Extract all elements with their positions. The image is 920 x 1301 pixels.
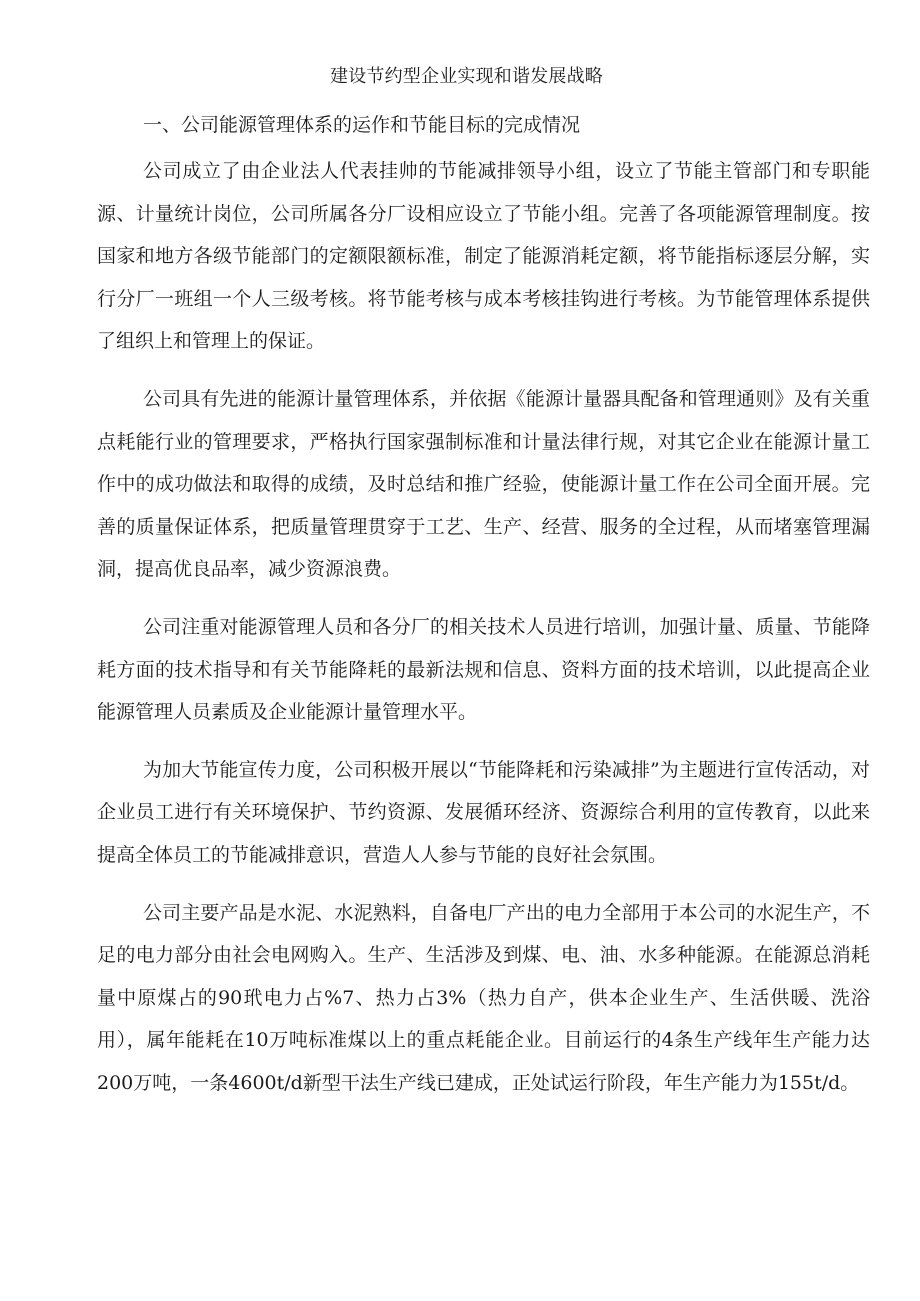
- paragraph-products-energy: 公司主要产品是水泥、水泥熟料，自备电厂产出的电力全部用于本公司的水泥生产，不足的电力部分由社会电网购入。生产、生活涉及到煤、电、油、水多种能源。在能源总消耗量中原煤占的90玳电力占%7、热力占3%（热力自产，供本企业生产、生活供暖、洗浴用），属年能耗在10万吨标准煤以上的重点耗能企业。目前运行的4条生产线年生产能力达200万吨，一条4600t∕d新型干法生产线已建成，正处试运行阶段，年生产能力为155t/d。: [97, 901, 870, 1094]
- document-title: 建设节约型企业实现和谐发展战略: [330, 66, 603, 87]
- paragraph-staff-training: 公司注重对能源管理人员和各分厂的相关技术人员进行培训，加强计量、质量、节能降耗方面的技术指导和有关节能降耗的最新法规和信息、资料方面的技术培训，以此提高企业能源管理人员素质及企业能源计量管理水平。: [97, 615, 870, 724]
- paragraph-energy-metering: 公司具有先进的能源计量管理体系，并依据《能源计量器具配备和管理通则》及有关重点耗能行业的管理要求，严格执行国家强制标准和计量法律行规，对其它企业在能源计量工作中的成功做法和取得的成绩，及时总结和推广经验，使能源计量工作在公司全面开展。完善的质量保证体系，把质量管理贯穿于工艺、生产、经营、服务的全过程，从而堵塞管理漏洞，提高优良品率，减少资源浪费。: [97, 387, 870, 581]
- paragraph-management-system: 公司成立了由企业法人代表挂帅的节能减排领导小组，设立了节能主管部门和专职能源、计量统计岗位，公司所属各分厂设相应设立了节能小组。完善了各项能源管理制度。按国家和地方各级节能部门的定额限额标准，制定了能源消耗定额，将节能指标逐层分解，实行分厂一班组一个人三级考核。将节能考核与成本考核挂钩进行考核。为节能管理体系提供了组织上和管理上的保证。: [97, 160, 870, 353]
- paragraph-publicity: 为加大节能宣传力度，公司积极开展以“节能降耗和污染减排”为主题进行宣传活动，对企业员工进行有关环境保护、节约资源、发展循环经济、资源综合利用的宣传教育，以此来提高全体员工的节能减排意识，营造人人参与节能的良好社会氛围。: [97, 758, 870, 866]
- section-heading: 一、公司能源管理体系的运作和节能目标的完成情况: [143, 114, 581, 136]
